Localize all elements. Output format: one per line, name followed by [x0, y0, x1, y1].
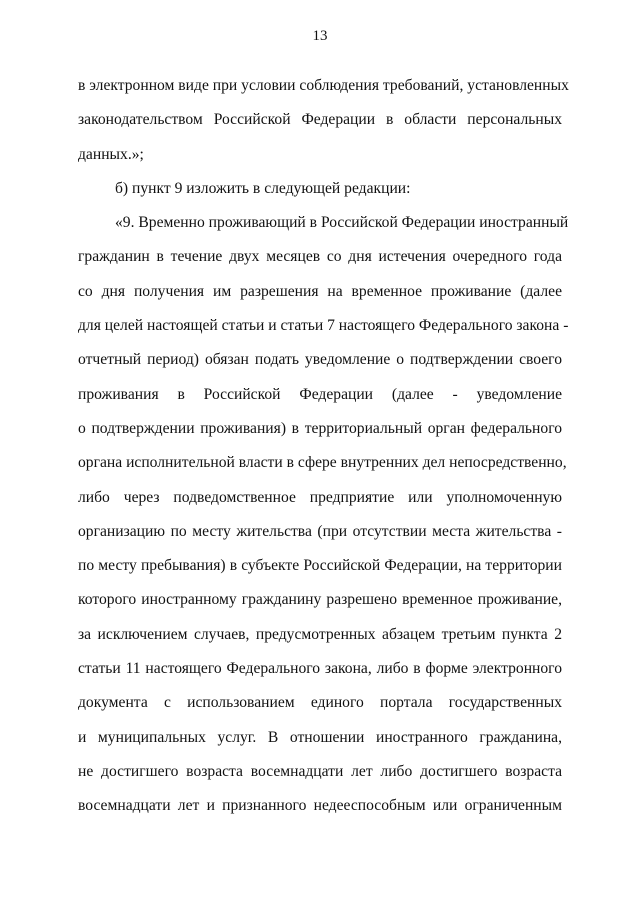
text-line: гражданин в течение двух месяцев со дня истечения очередного года [78, 248, 562, 266]
text-line: организацию по месту жительства (при отсутствии места жительства - [78, 522, 562, 540]
text-line: «9. Временно проживающий в Российской Федерации иностранный [115, 214, 569, 232]
text-line: для целей настоящей статьи и статьи 7 настоящего Федерального закона - [78, 317, 569, 335]
text-line: не достигшего возраста восемнадцати лет либо достигшего возраста [78, 762, 562, 780]
text-line: со дня получения им разрешения на временное проживание (далее [78, 282, 562, 300]
document-body [78, 69, 569, 824]
text-line: по месту пребывания) в субъекте Российской Федерации, на территории [78, 557, 562, 575]
text-line: проживания в Российской Федерации (далее - уведомление [78, 385, 562, 403]
text-line: документа с использованием единого портала государственных [78, 694, 562, 712]
text-line: о подтверждении проживания) в территориальный орган федерального [78, 419, 562, 437]
text-line: отчетный период) обязан подать уведомление о подтверждении своего [78, 351, 562, 369]
page-number: 13 [312, 28, 328, 44]
text-line: б) пункт 9 изложить в следующей редакции: [115, 179, 411, 197]
text-line: и муниципальных услуг. В отношении иностранного гражданина, [78, 728, 562, 746]
text-line: за исключением случаев, предусмотренных абзацем третьим пункта 2 [78, 625, 562, 643]
text-line: в электронном виде при условии соблюдения требований, установленных [78, 77, 569, 94]
text-line: восемнадцати лет и признанного недееспособным или ограниченным [78, 797, 562, 815]
text-line: которого иностранному гражданину разрешено временное проживание, [78, 591, 562, 609]
text-line: статьи 11 настоящего Федерального закона, либо в форме электронного [78, 660, 562, 678]
text-line: либо через подведомственное предприятие или уполномоченную [78, 488, 562, 506]
text-line: органа исполнительной власти в сфере внутренних дел непосредственно, [78, 454, 567, 472]
text-line: данных.»; [78, 145, 144, 163]
text-line: законодательством Российской Федерации в области персональных [78, 111, 562, 129]
